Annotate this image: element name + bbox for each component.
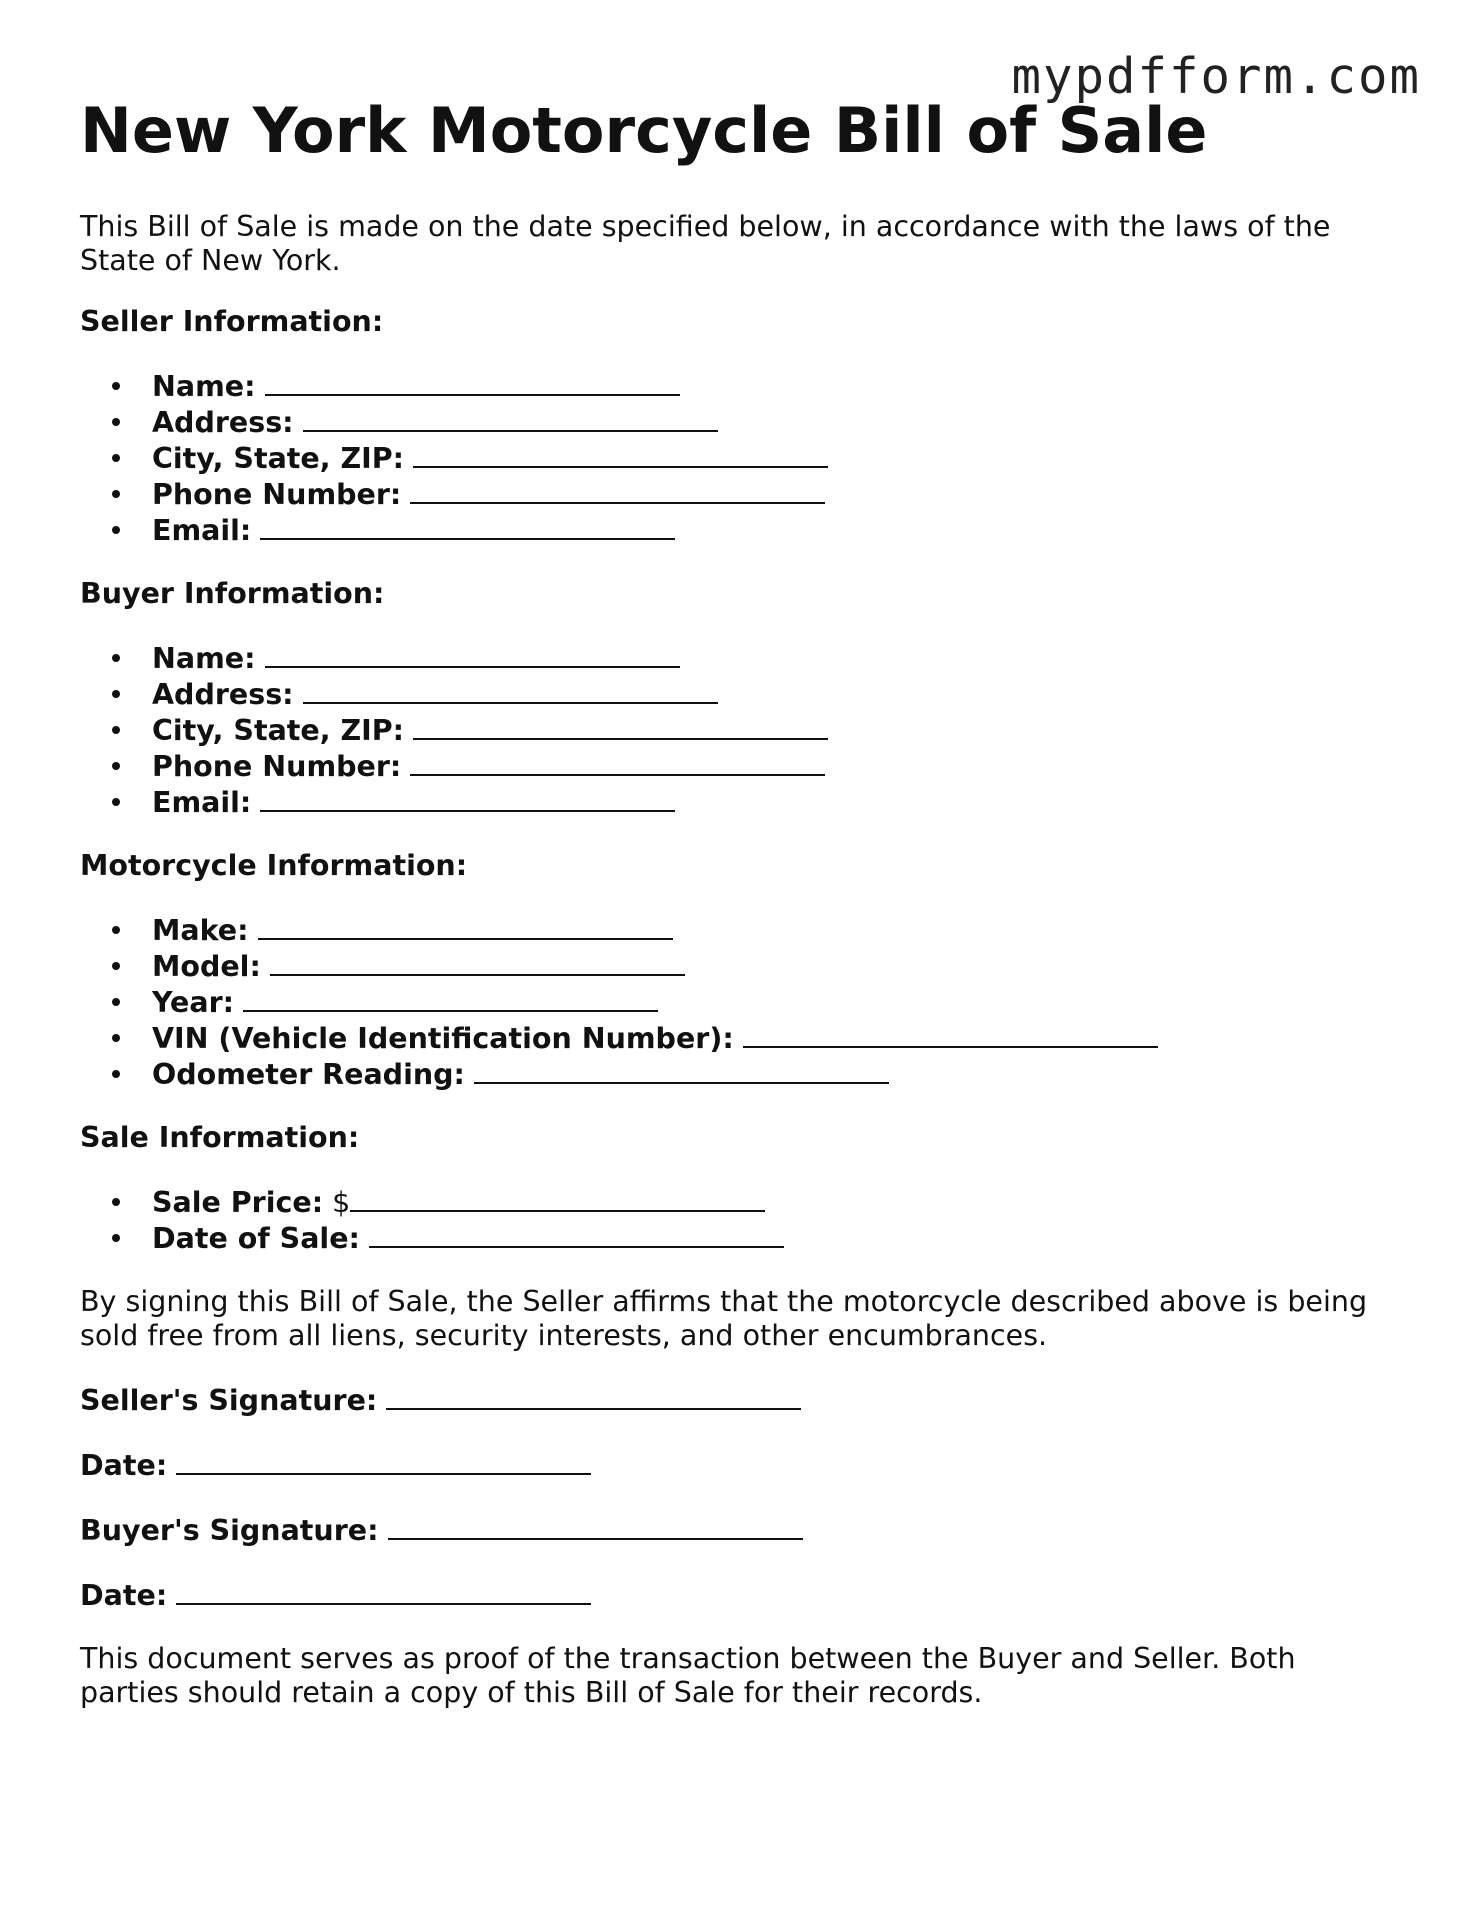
seller-city-state-zip-label: City, State, ZIP: (152, 442, 405, 475)
seller-city-state-zip-item (152, 440, 1400, 476)
sale-price-item (152, 1184, 1400, 1220)
buyer-section-heading: Buyer Information: (80, 577, 385, 610)
seller-address-field[interactable] (303, 404, 718, 432)
motorcycle-odometer-field[interactable] (474, 1056, 889, 1084)
buyer-name-label: Name: (152, 642, 256, 675)
motorcycle-model-label: Model: (152, 950, 261, 983)
sale-field-list (80, 1184, 1400, 1256)
buyer-address-label: Address: (152, 678, 294, 711)
buyer-city-state-zip-item (152, 712, 1400, 748)
seller-field-list (80, 368, 1400, 548)
buyer-city-state-zip-field[interactable] (413, 712, 828, 740)
motorcycle-year-item (152, 984, 1400, 1020)
seller-date-line (80, 1447, 1400, 1483)
buyer-phone-item (152, 748, 1400, 784)
buyer-name-field[interactable] (265, 640, 680, 668)
seller-phone-field[interactable] (410, 476, 825, 504)
sale-date-item (152, 1220, 1400, 1256)
motorcycle-vin-item (152, 1020, 1400, 1056)
intro-paragraph: This Bill of Sale is made on the date specified below, in accordance with the laws of the State of New York. (80, 210, 1331, 277)
sale-price-label: Sale Price: (152, 1186, 324, 1219)
page-title: New York Motorcycle Bill of Sale (80, 94, 1208, 167)
motorcycle-year-field[interactable] (243, 984, 658, 1012)
seller-address-label: Address: (152, 406, 294, 439)
motorcycle-make-field[interactable] (258, 912, 673, 940)
seller-phone-label: Phone Number: (152, 478, 402, 511)
seller-signature-field[interactable] (386, 1382, 801, 1410)
seller-name-item (152, 368, 1400, 404)
form-content (80, 305, 1400, 1739)
seller-signature-line (80, 1382, 1400, 1418)
sale-date-label: Date of Sale: (152, 1222, 360, 1255)
sale-date-field[interactable] (369, 1220, 784, 1248)
buyer-date-field[interactable] (176, 1577, 591, 1605)
motorcycle-odometer-label: Odometer Reading: (152, 1058, 465, 1091)
buyer-signature-field[interactable] (388, 1512, 803, 1540)
motorcycle-model-field[interactable] (270, 948, 685, 976)
sale-price-field[interactable] (350, 1184, 765, 1212)
motorcycle-odometer-item (152, 1056, 1400, 1092)
buyer-field-list (80, 640, 1400, 820)
sale-section-heading: Sale Information: (80, 1121, 360, 1154)
seller-city-state-zip-field[interactable] (413, 440, 828, 468)
motorcycle-vin-label: VIN (Vehicle Identification Number): (152, 1022, 734, 1055)
seller-address-item (152, 404, 1400, 440)
seller-email-label: Email: (152, 514, 252, 547)
motorcycle-vin-field[interactable] (743, 1020, 1158, 1048)
motorcycle-make-item (152, 912, 1400, 948)
motorcycle-field-list (80, 912, 1400, 1092)
buyer-address-field[interactable] (303, 676, 718, 704)
buyer-phone-label: Phone Number: (152, 750, 402, 783)
currency-symbol: $ (332, 1186, 351, 1219)
buyer-name-item (152, 640, 1400, 676)
motorcycle-model-item (152, 948, 1400, 984)
buyer-signature-line (80, 1512, 1400, 1548)
buyer-address-item (152, 676, 1400, 712)
seller-date-label: Date: (80, 1449, 168, 1482)
motorcycle-section-heading: Motorcycle Information: (80, 849, 468, 882)
seller-date-field[interactable] (176, 1447, 591, 1475)
motorcycle-year-label: Year: (152, 986, 235, 1019)
buyer-email-label: Email: (152, 786, 252, 819)
closing-paragraph: This document serves as proof of the transaction between the Buyer and Seller. Both parties should retain a copy of this Bill of Sale for their records. (80, 1642, 1296, 1709)
seller-email-field[interactable] (260, 512, 675, 540)
motorcycle-make-label: Make: (152, 914, 249, 947)
seller-signature-label: Seller's Signature: (80, 1384, 378, 1417)
seller-phone-item (152, 476, 1400, 512)
buyer-phone-field[interactable] (410, 748, 825, 776)
watermark-text: mypdfform.com (1011, 48, 1421, 105)
seller-section-heading: Seller Information: (80, 305, 384, 338)
affirmation-paragraph: By signing this Bill of Sale, the Seller affirms that the motorcycle described above is being sold free from all liens, security interests, and other encumbrances. (80, 1285, 1368, 1352)
buyer-date-label: Date: (80, 1579, 168, 1612)
seller-name-field[interactable] (265, 368, 680, 396)
seller-email-item (152, 512, 1400, 548)
seller-name-label: Name: (152, 370, 256, 403)
buyer-signature-label: Buyer's Signature: (80, 1514, 379, 1547)
buyer-email-item (152, 784, 1400, 820)
buyer-date-line (80, 1577, 1400, 1613)
buyer-email-field[interactable] (260, 784, 675, 812)
buyer-city-state-zip-label: City, State, ZIP: (152, 714, 405, 747)
